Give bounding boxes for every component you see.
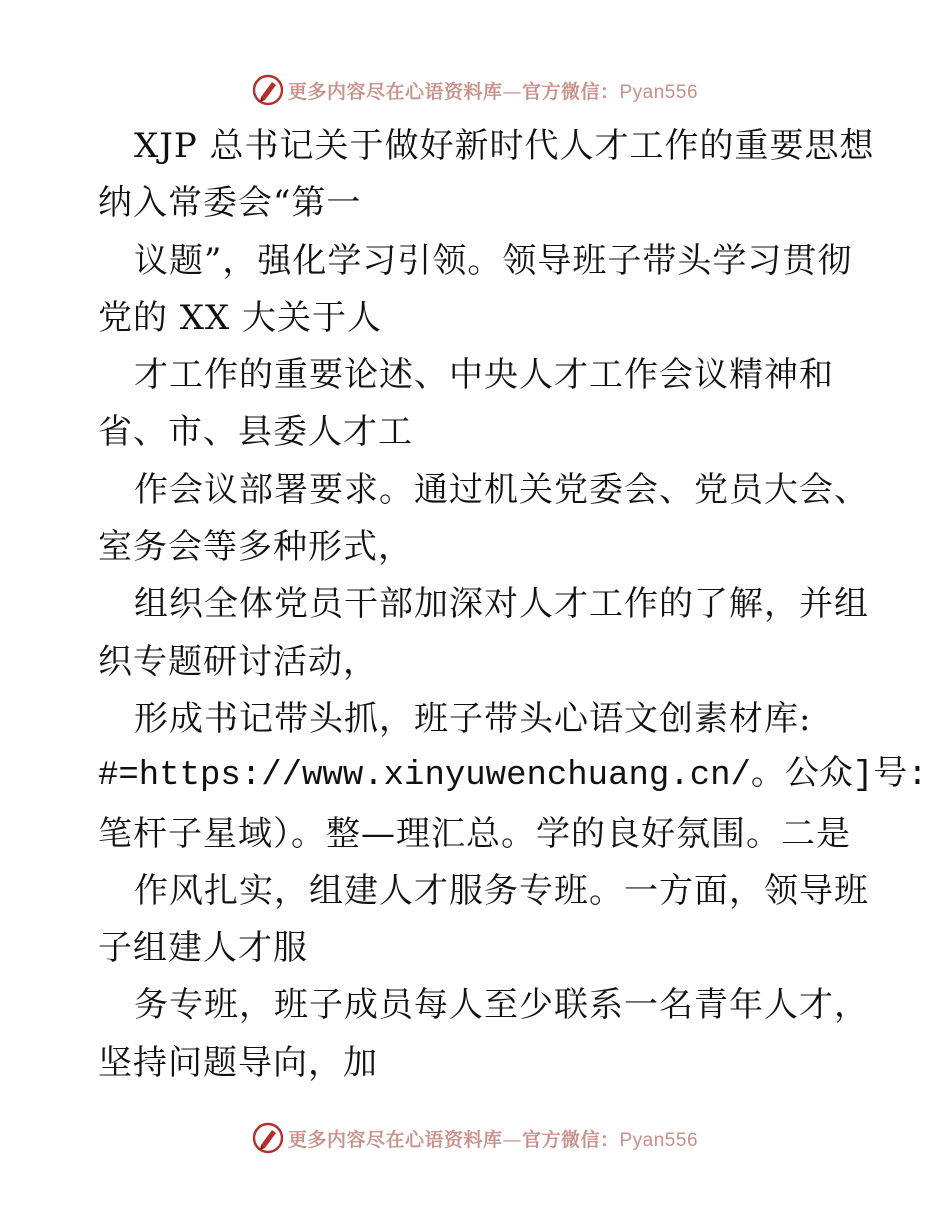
banner-separator: —	[502, 80, 522, 103]
header-banner	[0, 70, 950, 110]
banner-slogan: 更多内容尽在心语资料库	[287, 1128, 503, 1151]
text-line: 才工作的重要论述、中央人才工作会议精神和	[134, 355, 834, 396]
text-line: 坚持问题导向，加	[98, 1042, 378, 1083]
text-line: 室务会等多种形式，	[98, 527, 413, 568]
text-line-url: #=https://www.xinyuwenchuang.cn/。公众]号:	[98, 757, 928, 796]
red-pen-seal-icon	[252, 1122, 284, 1154]
text-line: 织专题研讨活动，	[98, 641, 378, 682]
wechat-id: Pyan556	[619, 81, 699, 103]
text-line: 省、市、县委人才工	[98, 412, 413, 453]
text-line: XJP 总书记关于做好新时代人才工作的重要思想	[134, 126, 875, 166]
banner-text	[288, 1125, 698, 1152]
text-line: 务专班，班子成员每人至少联系一名青年人才，	[134, 985, 869, 1026]
banner-slogan: 更多内容尽在心语资料库	[287, 80, 503, 103]
wechat-label: 官方微信：	[521, 80, 620, 103]
text-line: 党的 XX 大关于人	[98, 297, 383, 338]
text-line: 纳入常委会“第一	[98, 183, 362, 224]
wechat-label: 官方微信：	[521, 1128, 620, 1151]
footer-banner	[0, 1118, 950, 1158]
text-line: 笔杆子星域）。整—理汇总。学的良好氛围。二是	[98, 813, 851, 854]
text-line: 议题”，强化学习引领。领导班子带头学习贯彻	[134, 240, 853, 281]
text-line: 作会议部署要求。通过机关党委会、党员大会、	[134, 469, 869, 510]
text-line: 子组建人才服	[98, 928, 308, 969]
banner-text	[288, 77, 698, 104]
document-body	[98, 118, 928, 1092]
text-line: 作风扎实，组建人才服务专班。一方面，领导班	[134, 870, 869, 911]
text-line: 形成书记带头抓，班子带头心语文创素材库:	[134, 698, 812, 739]
banner-separator: —	[502, 1128, 522, 1151]
text-line: 组织全体党员干部加深对人才工作的了解，并组	[134, 584, 869, 625]
red-pen-seal-icon	[252, 74, 284, 106]
wechat-id: Pyan556	[619, 1129, 699, 1151]
